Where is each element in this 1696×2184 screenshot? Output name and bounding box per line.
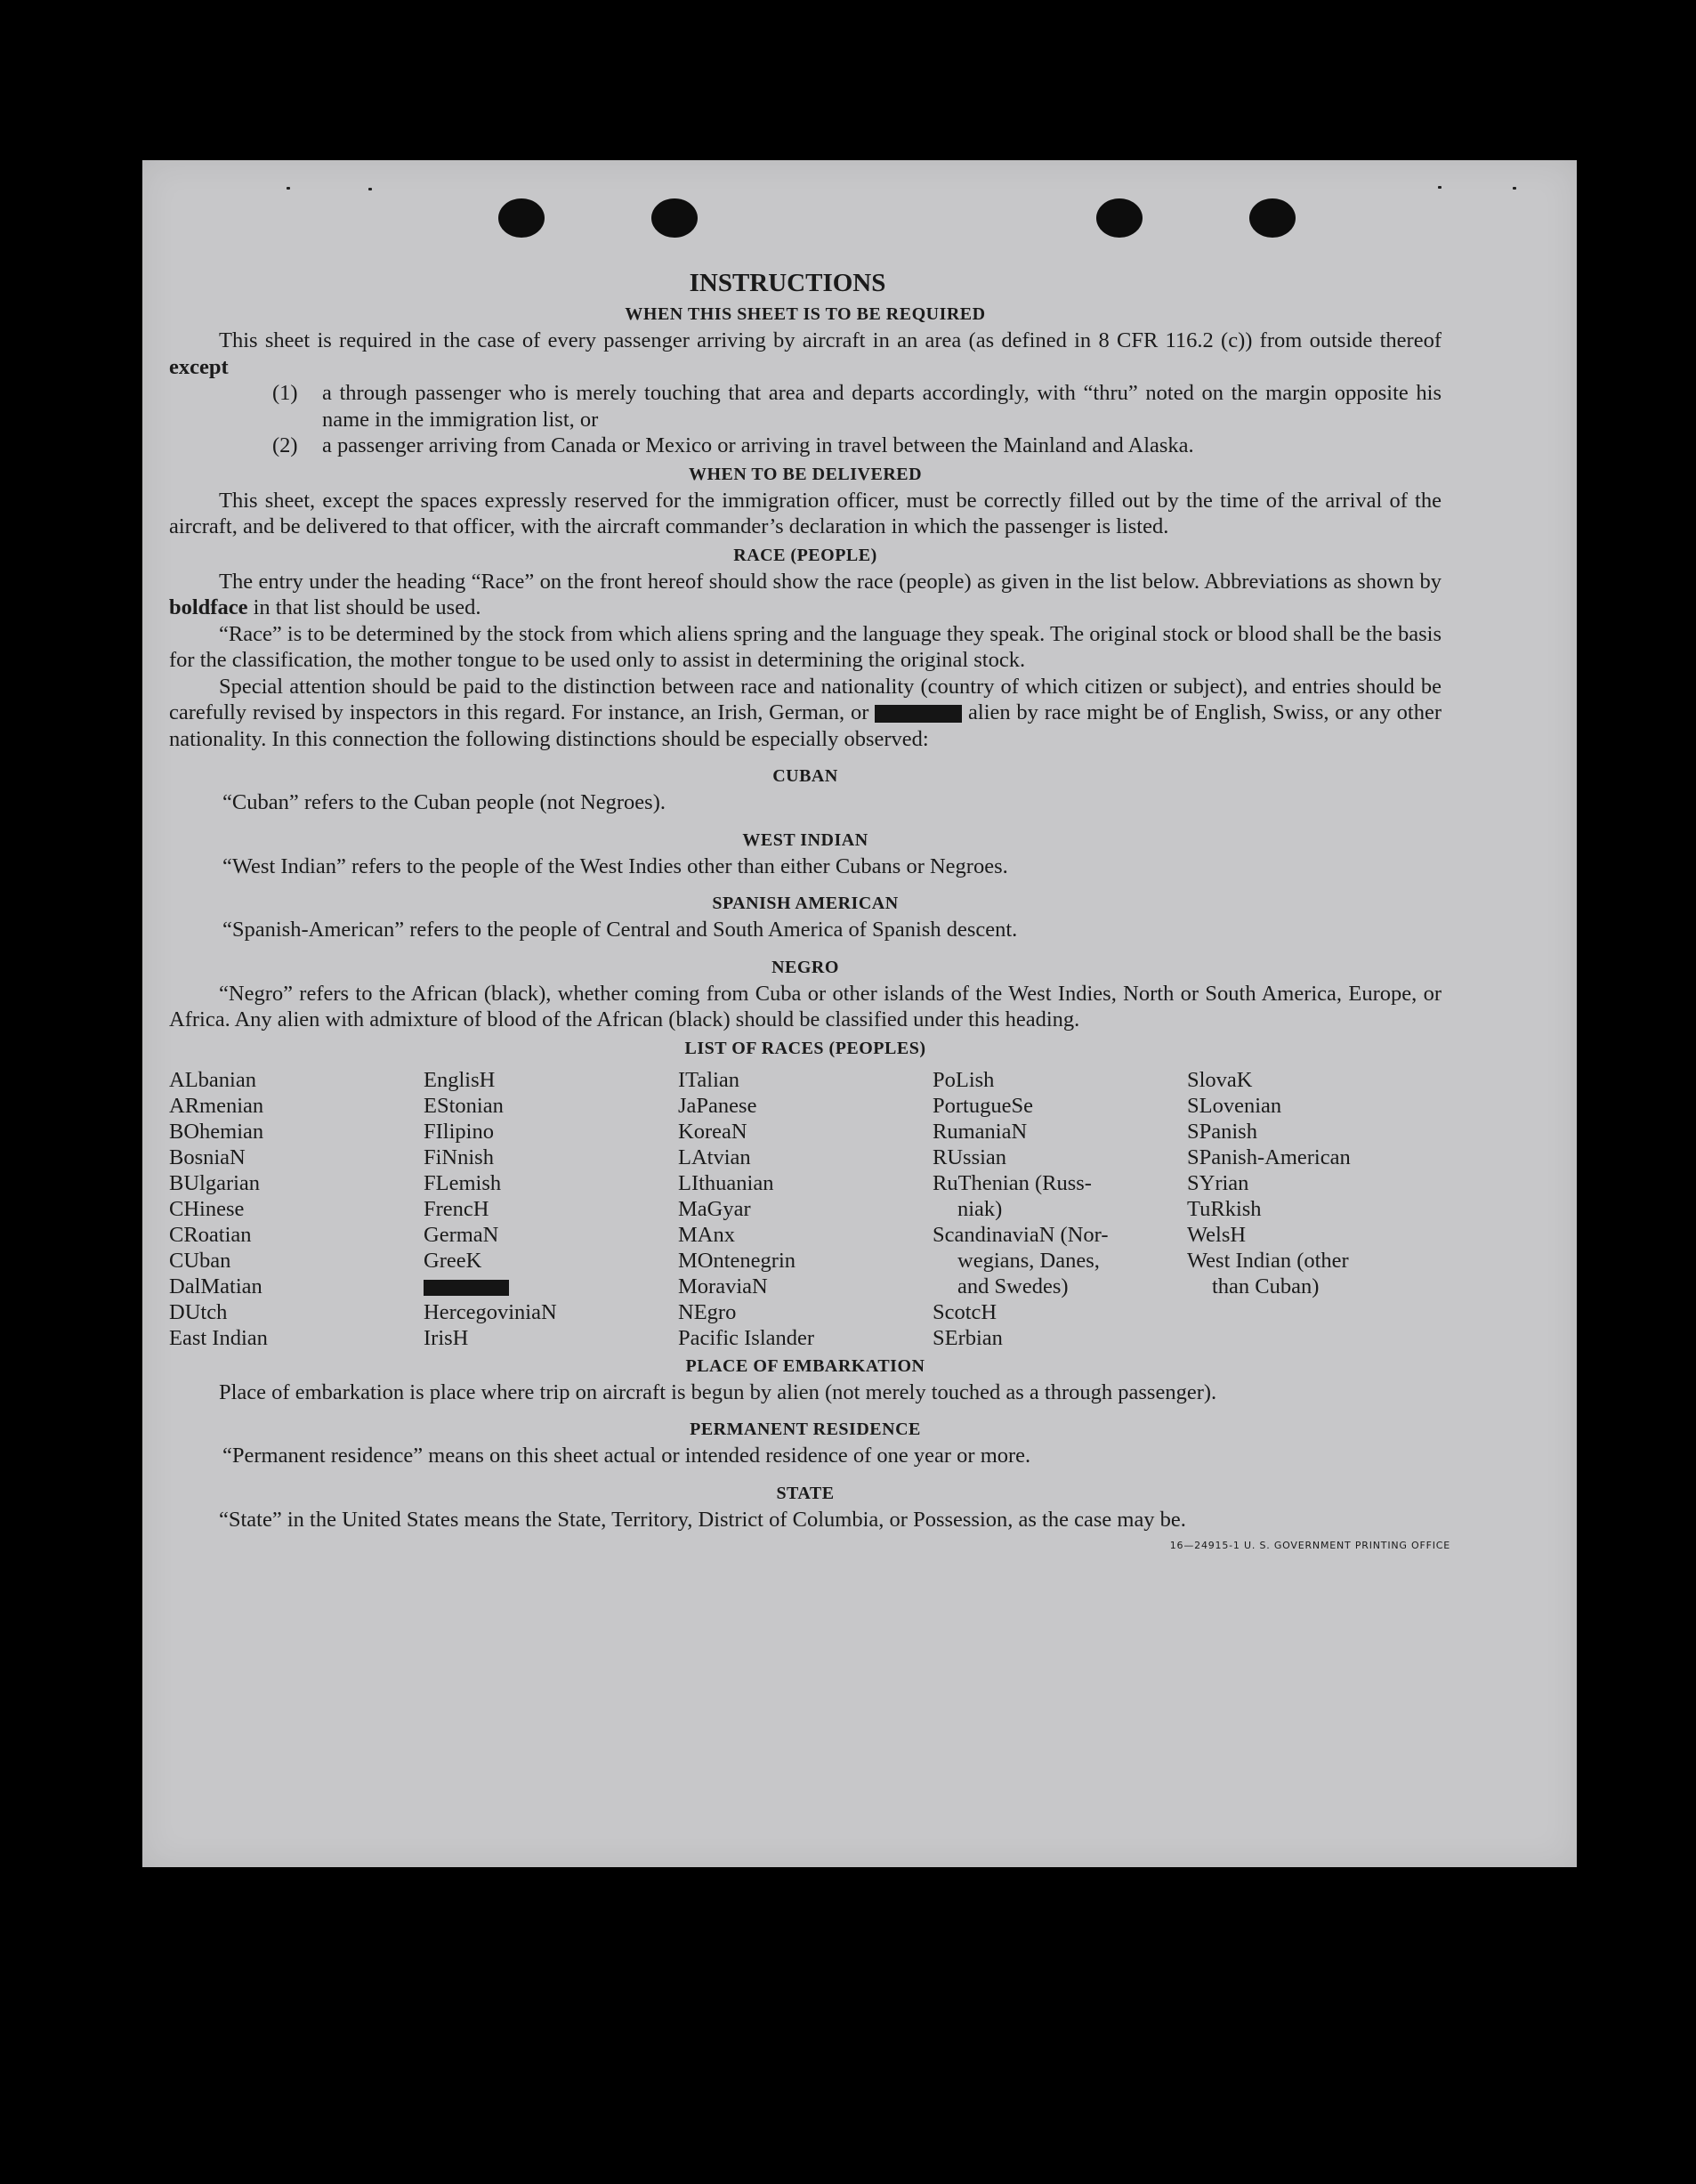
scan-speck bbox=[287, 187, 290, 190]
race-entry: MaGyar bbox=[678, 1196, 751, 1221]
race-entry: CHinese bbox=[169, 1196, 245, 1221]
race-entry: EnglisH bbox=[424, 1067, 496, 1092]
paragraph: The entry under the heading “Race” on the front hereof should show the race (people) as given in the list below. Abbreviations as shown by boldface in that list should be used. bbox=[169, 569, 1442, 619]
race-entry: DUtch bbox=[169, 1299, 228, 1324]
paragraph: “Permanent residence” means on this sheet actual or intended residence of one year or more. bbox=[222, 1444, 1031, 1468]
paragraph: “Race” is to be determined by the stock from which aliens spring and the language they speak. The original stock or blood shall be the basis for the classification, the mother tongue to be used only to assist in determining the original stock. bbox=[169, 621, 1442, 672]
race-entry: LAtvian bbox=[678, 1145, 751, 1169]
item-text: a through passenger who is merely touching that area and departs accordingly, with “thru” noted on the margin opposite his name in the immigration list, or bbox=[322, 381, 1442, 432]
section-heading: WEST INDIAN bbox=[742, 829, 868, 850]
section-heading: RACE (PEOPLE) bbox=[733, 545, 877, 565]
item-text: a passenger arriving from Canada or Mexico or arriving in travel between the Mainland and Alaska. bbox=[322, 433, 1194, 457]
paragraph: “State” in the United States means the State, Territory, District of Columbia, or Possession, as the case may be. bbox=[219, 1507, 1186, 1532]
printer-line: 16—24915-1 U. S. GOVERNMENT PRINTING OFFICE bbox=[1169, 1540, 1450, 1551]
redaction-mark bbox=[424, 1280, 509, 1296]
race-entry: Pacific Islander bbox=[678, 1325, 815, 1350]
race-entry: LIthuanian bbox=[678, 1170, 774, 1195]
paragraph: Place of embarkation is place where trip on aircraft is begun by alien (not merely touched as a through passenger). bbox=[219, 1379, 1217, 1404]
races-column bbox=[424, 1067, 678, 1351]
race-entry: SErbian bbox=[933, 1325, 1003, 1350]
race-entry: EStonian bbox=[424, 1093, 504, 1118]
race-entry: and Swedes) bbox=[957, 1274, 1069, 1298]
paragraph: “Spanish-American” refers to the people of Central and South America of Spanish descent. bbox=[222, 918, 1018, 942]
race-entry: BOhemian bbox=[169, 1119, 264, 1144]
race-entry: ALbanian bbox=[169, 1067, 256, 1092]
race-entry: SPanish bbox=[1187, 1119, 1257, 1144]
item-number: (1) bbox=[272, 381, 298, 405]
race-entry: East Indian bbox=[169, 1325, 268, 1350]
races-column bbox=[1187, 1067, 1442, 1351]
race-entry: niak) bbox=[957, 1196, 1003, 1221]
race-entry: CRoatian bbox=[169, 1222, 252, 1247]
list-item bbox=[272, 380, 1442, 433]
race-entry: FrencH bbox=[424, 1196, 489, 1221]
race-entry: PoLish bbox=[933, 1067, 995, 1092]
paragraph: This sheet is required in the case of every passenger arriving by aircraft in an area (as defined in 8 CFR 116.2 (c)) from outside thereof except bbox=[169, 328, 1442, 379]
race-entry: SlovaK bbox=[1187, 1067, 1253, 1092]
race-entry: BosniaN bbox=[169, 1145, 246, 1169]
page-title: INSTRUCTIONS bbox=[689, 269, 886, 297]
paragraph: This sheet, except the spaces expressly reserved for the immigration officer, must be correctly filled out by the time of the arrival of the aircraft, and be delivered to that officer, with the aircraft commander’s declaration in which the passenger is listed. bbox=[169, 488, 1442, 538]
section-heading: PLACE OF EMBARKATION bbox=[685, 1355, 925, 1376]
race-entry: NEgro bbox=[678, 1299, 737, 1324]
race-entry: RUssian bbox=[933, 1145, 1007, 1169]
section-heading: SPANISH AMERICAN bbox=[712, 894, 899, 913]
scan-speck bbox=[1438, 186, 1442, 189]
race-entry: MAnx bbox=[678, 1222, 735, 1247]
instructions-content bbox=[169, 267, 1450, 1559]
race-entry: SPanish-American bbox=[1187, 1145, 1351, 1169]
paragraph: “Negro” refers to the African (black), whether coming from Cuba or other islands of the West Indies, North or South America, Europe, or Africa. Any alien with admixture of blood of the African (black) should be classified under this heading. bbox=[169, 981, 1442, 1031]
race-entry: ARmenian bbox=[169, 1093, 264, 1118]
race-entry: FIlipino bbox=[424, 1119, 494, 1144]
race-entry: ITalian bbox=[678, 1067, 740, 1092]
race-entry: wegians, Danes, bbox=[957, 1248, 1100, 1273]
race-entry: JaPanese bbox=[678, 1093, 757, 1118]
section-heading: NEGRO bbox=[771, 957, 839, 977]
race-entry: SYrian bbox=[1187, 1170, 1249, 1195]
punch-hole bbox=[498, 198, 545, 238]
scan-speck bbox=[1513, 187, 1516, 190]
paragraph: “Cuban” refers to the Cuban people (not Negroes). bbox=[222, 790, 666, 814]
section-heading: STATE bbox=[776, 1483, 835, 1503]
race-entry: GreeK bbox=[424, 1248, 482, 1273]
races-column bbox=[933, 1067, 1187, 1351]
race-entry: West Indian (other bbox=[1187, 1248, 1349, 1273]
section-heading: LIST OF RACES (PEOPLES) bbox=[684, 1038, 926, 1058]
race-entry: MoraviaN bbox=[678, 1274, 768, 1298]
race-entry: IrisH bbox=[424, 1325, 469, 1350]
section-heading: WHEN TO BE DELIVERED bbox=[688, 464, 923, 484]
redaction-mark bbox=[875, 705, 962, 723]
scan-speck bbox=[368, 188, 372, 190]
race-entry: RumaniaN bbox=[933, 1119, 1028, 1144]
races-column bbox=[169, 1067, 424, 1351]
race-entry: ScotcH bbox=[933, 1299, 997, 1324]
races-column bbox=[678, 1067, 933, 1351]
race-entry: HercegoviniaN bbox=[424, 1299, 557, 1324]
punch-hole bbox=[1249, 198, 1296, 238]
race-entry-redacted bbox=[424, 1274, 678, 1299]
races-list bbox=[169, 1067, 1442, 1351]
punch-hole bbox=[651, 198, 698, 238]
race-entry: than Cuban) bbox=[1212, 1274, 1320, 1298]
race-entry: BUlgarian bbox=[169, 1170, 261, 1195]
race-entry: WelsH bbox=[1187, 1222, 1247, 1247]
race-entry: SLovenian bbox=[1187, 1093, 1282, 1118]
race-entry: FLemish bbox=[424, 1170, 502, 1195]
race-entry: KoreaN bbox=[678, 1119, 747, 1144]
race-entry: PortugueSe bbox=[933, 1093, 1033, 1118]
section-heading: CUBAN bbox=[772, 766, 838, 786]
section-heading: PERMANENT RESIDENCE bbox=[690, 1420, 921, 1439]
paragraph: “West Indian” refers to the people of the West Indies other than either Cubans or Negroes. bbox=[222, 853, 1008, 878]
punch-hole bbox=[1096, 198, 1143, 238]
race-entry: FiNnish bbox=[424, 1145, 494, 1169]
race-entry: RuThenian (Russ- bbox=[933, 1170, 1092, 1195]
race-entry: TuRkish bbox=[1187, 1196, 1262, 1221]
list-item bbox=[272, 433, 1442, 459]
race-entry: CUban bbox=[169, 1248, 231, 1273]
race-entry: MOntenegrin bbox=[678, 1248, 796, 1273]
race-entry: ScandinaviaN (Nor- bbox=[933, 1222, 1109, 1247]
item-number: (2) bbox=[272, 433, 298, 457]
section-heading: WHEN THIS SHEET IS TO BE REQUIRED bbox=[625, 304, 986, 324]
race-entry: DalMatian bbox=[169, 1274, 262, 1298]
document-sheet bbox=[142, 160, 1577, 1867]
paragraph: Special attention should be paid to the distinction between race and nationality (country of which citizen or subject), and entries should be carefully revised by inspectors in this regard. For instance, an Irish, German, or alien by race might be of English, Swiss, or any other nationality. In this connection the following distinctions should be especially observed: bbox=[169, 674, 1442, 751]
footer bbox=[169, 1533, 1450, 1559]
race-entry: GermaN bbox=[424, 1222, 499, 1247]
